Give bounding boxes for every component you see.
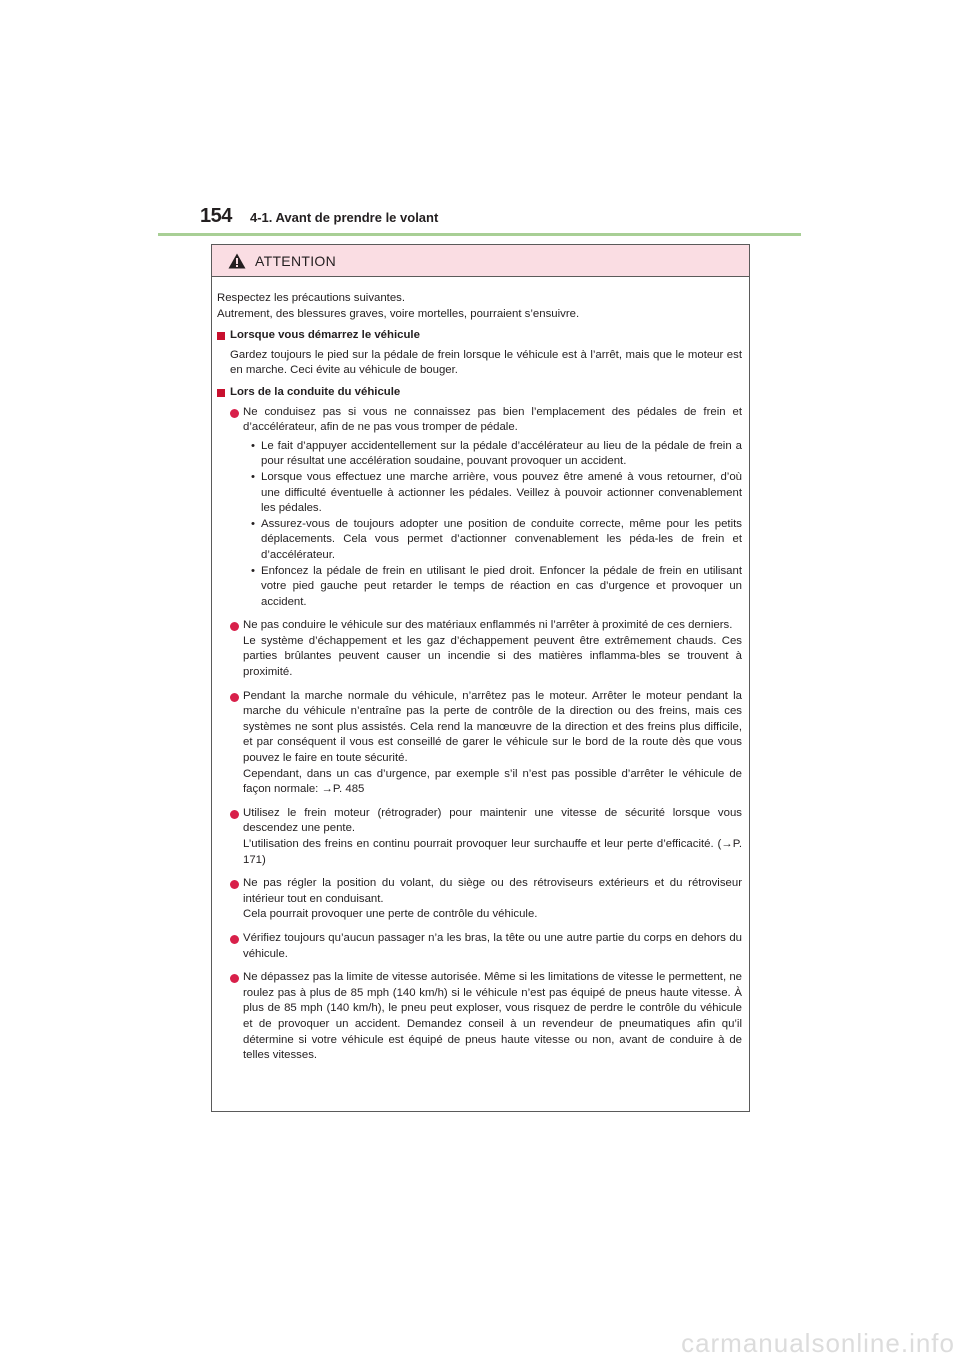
list-item: Utilisez le frein moteur (rétrograder) pour maintenir une vitesse de sécurité lorsque vous descendez une pente. L’utilisation des freins en continu pourrait provoquer leur surchauffe et leur perte d’efficacité. (→P. 171): [217, 806, 742, 868]
warning-intro: [217, 291, 742, 322]
sub-list-item: • Lorsque vous effectuez une marche arrière, vous pouvez être amené à vous retourner, d’où une difficulté éventuelle à actionner les pédales. Veillez à pouvoir actionner convenablement les pédales.: [251, 470, 742, 515]
list-item: Pendant la marche normale du véhicule, n’arrêtez pas le moteur. Arrêter le moteur pendant la marche du véhicule n’entraîne pas la perte de contrôle de la direction ou des freins, mais ces systèmes ne sont plus assistés. Cela rend la manœuvre de la direction et des freins plus difficile, et par conséquent il vous est conseillé de garer le véhicule sur le bord de la route dès que vous pouvez le faire en toute sécurité. Cependant, dans un cas d’urgence, par exemple s’il n’est pas possible d’arrêter le véhicule de façon normale: →P. 485: [217, 689, 742, 798]
round-bullet-icon: [230, 974, 239, 983]
header-rule: [158, 233, 801, 236]
intro-line: Autrement, des blessures graves, voire mortelles, pourraient s’ensuivre.: [217, 307, 580, 320]
list-item: Ne pas conduire le véhicule sur des matériaux enflammés ni l’arrêter à proximité de ces derniers. Le système d’échappement et les gaz d’échappement peuvent être extrêmement chauds. Ces parties brûlantes peuvent causer un incendie si des matières inflamma-bles se trouvent à proximité.: [217, 618, 742, 680]
sub-list-item: • Assurez-vous de toujours adopter une position de conduite correcte, même pour les petits déplacements. Cela vous permet d’actionner convenablement les péda-les de frein et d’accélérateur.: [251, 517, 742, 561]
svg-text:carmanualsonline.info: carmanualsonline.info: [681, 1328, 955, 1358]
round-bullet-icon: [230, 693, 239, 702]
sub-list-item: • Enfoncez la pédale de frein en utilisant le pied droit. Enfoncer la pédale de frein en utilisant votre pied gauche peut retarder le temps de réaction en cas d’urgence et provoquer un accident.: [251, 564, 742, 608]
warning-body: [212, 277, 749, 1064]
warning-triangle-icon: [228, 253, 246, 269]
square-bullet-icon: [217, 332, 225, 340]
section-title: 4-1. Avant de prendre le volant: [250, 210, 439, 225]
warning-label: ATTENTION: [255, 253, 336, 269]
sub-list: [243, 439, 742, 611]
section-text: Gardez toujours le pied sur la pédale de frein lorsque le véhicule est à l’arrêt, mais que le moteur est en marche. Ceci évite au véhicule de bouger.: [230, 348, 742, 377]
page-number: 154: [200, 205, 232, 227]
warning-header: [212, 245, 749, 277]
square-bullet-icon: [217, 389, 225, 397]
section-heading: Lors de la conduite du véhicule: [217, 385, 742, 401]
list-item: Ne conduisez pas si vous ne connaissez pas bien l’emplacement des pédales de frein et d’accélérateur, afin de ne pas vous tromper de pédale. • Le fait d’appuyer accidentellement sur la pédale d’accélérateur au lieu de la pédale de frein a pour résultat une accélération soudaine, pouvant provoquer un accident. • Lorsque vous effectuez une marche arrière, vous pouvez être amené à vous retourner, d’où une difficulté éventuelle à actionner les pédales. Veillez à pouvoir actionner convenablement les pédales. • Assurez-vous de toujours adopter une position de conduite correcte, même pour les petits déplacements. Cela vous permet d’actionner convenablement les péda-les de frein et d’accélérateur. • Enfoncez la pédale de frein en utilisant le pied droit. Enfoncer la pédale de frein en utilisant votre pied gauche peut retarder le temps de réaction en cas d’urgence et provoquer un accident.: [217, 405, 742, 611]
sub-list-item: • Le fait d’appuyer accidentellement sur la pédale d’accélérateur au lieu de la pédale de frein a pour résultat une accélération soudaine, pouvant provoquer un accident.: [251, 439, 742, 468]
round-bullet-icon: [230, 935, 239, 944]
round-bullet-icon: [230, 810, 239, 819]
list-item: Ne pas régler la position du volant, du siège ou des rétroviseurs extérieurs et du rétroviseur intérieur tout en conduisant. Cela pourrait provoquer une perte de contrôle du véhicule.: [217, 876, 742, 923]
list-item: Vérifiez toujours qu’aucun passager n’a les bras, la tête ou une autre partie du corps en dehors du véhicule.: [217, 931, 742, 962]
round-bullet-icon: [230, 622, 239, 631]
section-heading: Lorsque vous démarrez le véhicule: [217, 328, 742, 344]
list-item: Ne dépassez pas la limite de vitesse autorisée. Même si les limitations de vitesse le permettent, ne roulez pas à plus de 85 mph (140 km/h) si le véhicule n’est pas équipé de pneus haute vitesse. À plus de 85 mph (140 km/h), le pneu peut exploser, vous risquez de perdre le contrôle du véhicule et de provoquer un accident. Demandez conseil à un revendeur de pneumatiques afin qu’il détermine si votre véhicule est équipé de pneus haute vitesse ou non, avant de conduire à de telles vitesses.: [217, 970, 742, 1064]
intro-line: Respectez les précautions suivantes.: [217, 292, 406, 304]
warning-box: [211, 244, 750, 1112]
page-header: [200, 205, 760, 231]
round-bullet-icon: [230, 880, 239, 889]
round-bullet-icon: [230, 409, 239, 418]
